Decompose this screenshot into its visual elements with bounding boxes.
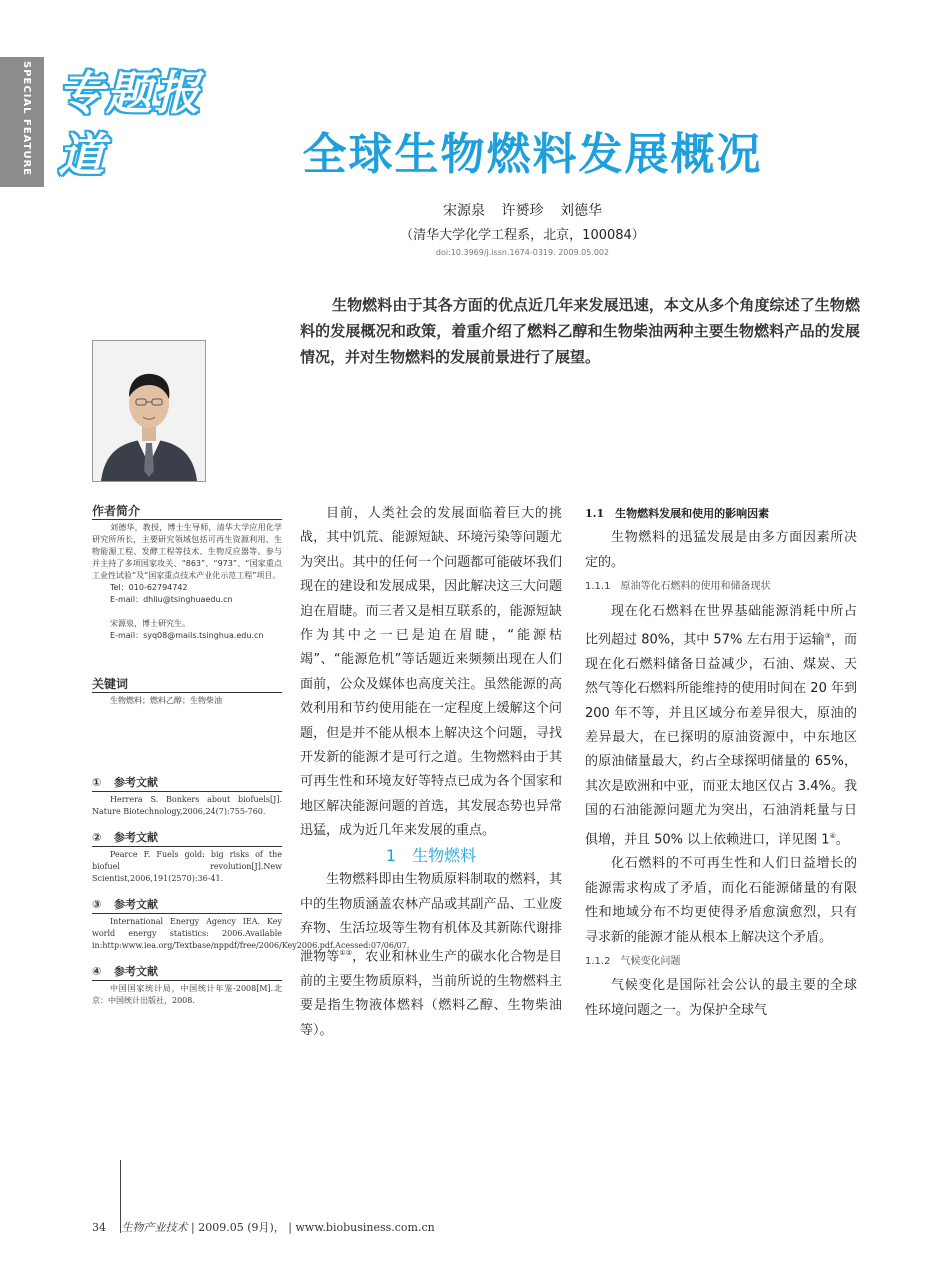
- body-paragraph: 化石燃料的不可再生性和人们日益增长的能源需求构成了矛盾，而化石能源储量的有限性和地域分布不均更使得矛盾愈演愈烈，只有寻求新的能源才能从根本上解决这个矛盾。: [585, 856, 857, 945]
- body-column-right: [585, 502, 857, 1023]
- journal-url[interactable]: www.biobusiness.com.cn: [295, 1221, 435, 1234]
- author-intro-heading: 作者简介: [92, 505, 282, 520]
- reference-heading: 参考文献: [114, 776, 158, 789]
- body-paragraph: 生物燃料即由生物质原料制取的燃料，其中的生物质涵盖农林产品或其副产品、工业废弃物、生活垃圾等生物有机体及其新陈代谢排泄物等①②，农业和林业生产的碳水化合物是目前的主要生物质原料，当前所说的生物燃料主要是指生物液体燃料（燃料乙醇、生物柴油等）。: [300, 872, 562, 1038]
- subsubsection-heading: 1.1.2 气候变化问题: [585, 955, 681, 967]
- author-tel: Tel：010-62794742: [110, 583, 188, 592]
- subsubsection-heading: 1.1.1 原油等化石燃料的使用和储备现状: [585, 581, 771, 593]
- reference-number: ②: [92, 831, 102, 844]
- column-logo: 专题报道: [58, 66, 202, 182]
- author-bio: 刘德华，教授，博士生导师，清华大学应用化学研究所所长，主要研究领域包括可再生资源利用、生物能源工程、发酵工程等技术、生物反应器等。参与并主持了多项国家攻关、“863”、“973”、“国家重点工业性试验”及“国家重点技术产业化示范工程”项目。: [92, 523, 282, 580]
- reference-item: [92, 777, 282, 818]
- coauthor-email: E-mail：syq08@mails.tsinghua.edu.cn: [110, 631, 264, 640]
- reference-item: [92, 898, 410, 952]
- reference-text: 中国国家统计局，中国统计年鉴-2008[M].北京：中国统计出版社，2008.: [92, 984, 282, 1005]
- reference-heading: 参考文献: [114, 898, 158, 911]
- reference-heading: 参考文献: [114, 965, 158, 978]
- left-sidebar: [92, 504, 410, 1021]
- body-column-middle: [300, 502, 562, 1043]
- author-photo: [92, 340, 206, 482]
- section-heading: 1 生物燃料: [385, 845, 477, 865]
- author-email: E-mail：dhliu@tsinghuaedu.cn: [110, 595, 233, 604]
- keywords-text: 生物燃料；燃料乙醇；生物柴油: [110, 696, 222, 705]
- page-footer: 34 生物产业技术 | 2009.05 (9月)， | www.biobusiness.com.cn: [92, 1221, 435, 1234]
- reference-text: Herrera S. Bonkers about biofuels[J]. Nature Biotechnology,2006,24(7):755-760.: [92, 795, 282, 816]
- journal-name: 生物产业技术: [121, 1221, 188, 1234]
- reference-item: [92, 832, 282, 885]
- body-paragraph: 现在化石燃料在世界基础能源消耗中所占比列超过 80%，其中 57% 左右用于运输③，而现在化石燃料储备日益减少，石油、煤炭、天然气等化石燃料所能维持的使用时间在 20 年到 200 年不等，并且区域分布差异很大，原油的差异最大，在已探明的原油资源中，中东地区的原油储量最大，约占全球探明储量的 65%，其次是欧洲和中亚，而亚太地区仅占 3.4%。我国的石油能源问题尤为突出，石油消耗量与日俱增，并且 50% 以上依赖进口，详见图 1④。: [585, 603, 857, 847]
- reference-number: ③: [92, 898, 102, 911]
- reference-text: International Energy Agency IEA. Key world energy statistics: 2006.Available in:http:www.iea.org/Textbase/nppdf/free/2006/Key2006.pdf.Acessed:07/06/07.: [92, 917, 410, 950]
- special-feature-label: SPECIAL FEATURE: [21, 61, 32, 177]
- reference-item: [92, 966, 282, 1007]
- body-paragraph: 生物燃料的迅猛发展是由多方面因素所决定的。: [585, 530, 857, 570]
- coauthor-bio: 宋源泉，博士研究生。: [110, 619, 190, 628]
- reference-text: Pearce F. Fuels gold: big risks of the biofuel revolution[J].New Scientist,2006,191(2570):36-41.: [92, 850, 282, 883]
- affiliation: （清华大学化学工程系，北京，100084）: [400, 228, 645, 243]
- issue-date: 2009.05 (9月)，: [198, 1221, 285, 1234]
- body-paragraph: 目前，人类社会的发展面临着巨大的挑战，其中饥荒、能源短缺、环境污染等问题尤为突出。其中的任何一个问题都可能破坏我们现在的建设和发展成果，因此解决这三大问题迫在眉睫。而三者又是相互联系的，能源短缺作为其中之一已是迫在眉睫，“能源枯竭”、“能源危机”等话题近来频频出现在人们面前，公众及媒体也高度关注。虽然能源的高效利用和节约使用能在一定程度上缓解这个问题，但是并不能从根本上解决这个问题，寻找开发新的能源才是可行之道。生物燃料由于其可再生性和环境友好等特点已成为各个国家和地区解决能源问题的首选，其发展态势也异常迅猛，成为近几年来发展的重点。: [300, 506, 562, 839]
- citation-mark: ④: [829, 831, 836, 840]
- citation-mark: ③: [824, 632, 831, 641]
- authors: 宋源泉 许赟珍 刘德华: [443, 203, 602, 219]
- reference-number: ①: [92, 776, 102, 789]
- doi: doi:10.3969/j.issn.1674-0319. 2009.05.002: [435, 248, 610, 257]
- reference-number: ④: [92, 965, 102, 978]
- keywords-heading: 关键词: [92, 678, 282, 693]
- reference-heading: 参考文献: [114, 831, 158, 844]
- article-title: 全球生物燃料发展概况: [302, 129, 763, 180]
- page-number: 34: [92, 1221, 106, 1234]
- subsection-heading: 1.1 生物燃料发展和使用的影响因素: [585, 507, 770, 520]
- citation-mark: ①②: [339, 949, 353, 958]
- abstract: 生物燃料由于其各方面的优点近几年来发展迅速，本文从多个角度综述了生物燃料的发展概况和政策，着重介绍了燃料乙醇和生物柴油两种主要生物燃料产品的发展情况，并对生物燃料的发展前景进行了展望。: [300, 296, 860, 366]
- body-paragraph: 气候变化是国际社会公认的最主要的全球性环境问题之一。为保护全球气: [585, 978, 857, 1018]
